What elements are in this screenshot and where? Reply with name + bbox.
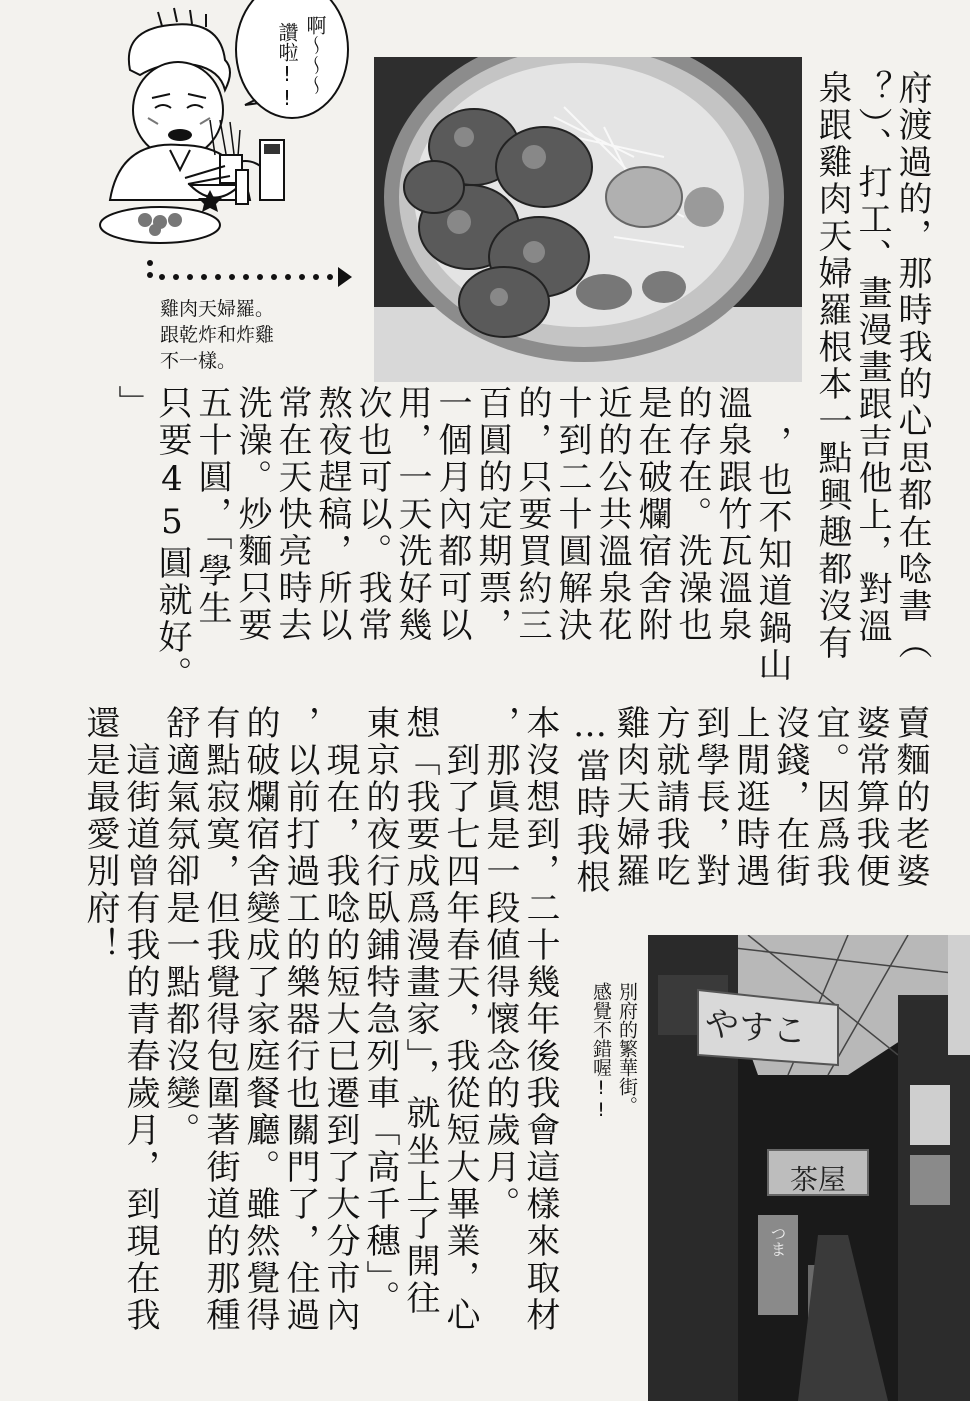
article-col-3-3: 宜。因爲我 [810, 705, 850, 890]
article-col-3-8: 雞肉天婦羅 [610, 705, 650, 890]
street-sign-3: つま [768, 1225, 787, 1257]
food-caption-line-2: 跟乾炸和炸雞 [160, 324, 275, 346]
article-block-1 [812, 70, 932, 662]
article-col-2-17: 」 [112, 385, 152, 422]
food-caption-line-1: 雞肉天婦羅。 [160, 298, 275, 320]
article-col-2-2: 溫泉跟竹瓦溫泉 [712, 385, 752, 644]
article-col-3-4: 沒錢，在街 [770, 705, 810, 890]
article-col-4-10: 舒適氣氛卻是一點都沒變。 [160, 705, 200, 1149]
article-col-2-16: 只要45圓就好。 [152, 385, 192, 693]
article-col-3-7: 方就請我吃 [650, 705, 690, 890]
article-col-2-13: 常在天快亮時去 [272, 385, 312, 644]
article-col-2-15: 五十圓，「學生 [192, 385, 232, 627]
food-photo [374, 57, 802, 382]
article-col-2-6: 十到二十圓解決 [552, 385, 592, 644]
article-col-3-6: 到學長，對 [690, 705, 730, 890]
article-col-3-2: 婆常算我便 [850, 705, 890, 890]
article-col-2-10: 用，一天洗好幾 [392, 385, 432, 644]
food-photo-image [374, 57, 802, 382]
street-caption-line-1: 別府的繁華街。 [616, 982, 638, 1115]
article-col-4-8: 的破爛宿舍變成了家庭餐廳。雖然覺得 [240, 705, 280, 1334]
article-col-2-5: 近的公共溫泉花 [592, 385, 632, 644]
street-sign-1: やすこ [703, 1003, 809, 1053]
article-col-2-12: 熬夜趕稿，所以 [312, 385, 352, 644]
article-col-3-9: …當時我根 [570, 705, 610, 896]
article-col-2-11: 次也可以。我常 [352, 385, 392, 644]
dotted-arrow-icon [140, 255, 360, 295]
article-col-4-4: 想「我要成爲漫畫家」，就坐上了開往 [400, 705, 440, 1317]
article-col-1-2: ？）、打工、畫漫畫跟吉他上，對溫 [852, 70, 892, 645]
article-col-1-1: 府渡過的，那時我的心思都在唸書（ [892, 70, 932, 662]
food-caption [160, 296, 274, 374]
food-caption-line-3: 不一樣。 [160, 350, 237, 372]
article-col-4-5: 東京的夜行臥鋪特急列車「高千穗」。 [360, 705, 400, 1317]
article-col-2-1: ，也不知道鍋山 [752, 425, 792, 684]
article-col-4-3: 到了七四年春天，我從短大畢業，心 [440, 705, 480, 1334]
article-col-2-7: 的，只要買約三 [512, 385, 552, 644]
article-col-4-1: 本沒想到，二十幾年後我會這樣來取材 [520, 705, 560, 1334]
article-col-4-9: 有點寂寞，但我覺得包圍著街道的那種 [200, 705, 240, 1334]
article-col-2-3: 的存在。洗澡也 [672, 385, 712, 644]
article-col-4-11: 這街道曾有我的青春歲月，到現在我 [120, 705, 160, 1334]
street-sign-2: 茶屋 [790, 1163, 847, 1196]
article-col-3-1: 賣麵的老婆 [890, 705, 930, 890]
article-block-4 [80, 705, 560, 1365]
article-col-2-4: 是在破爛宿舍附 [632, 385, 672, 644]
article-block-3 [570, 705, 930, 905]
street-caption-line-2: 感覺不錯喔!! [590, 982, 612, 1121]
street-caption [588, 982, 640, 1121]
article-col-4-6: 現在，我唸的短大已遷到了大分市內 [320, 705, 360, 1334]
article-col-3-5: 上閒逛時遇 [730, 705, 770, 890]
article-col-2-9: 一個月內都可以 [432, 385, 472, 644]
article-col-4-7: ，以前打過工的樂器行也關門了，住過 [280, 705, 320, 1334]
article-col-4-2: ，那眞是一段値得懷念的歲月。 [480, 705, 520, 1223]
article-block-2 [112, 385, 792, 693]
speech-bubble-line-1: 啊〜〜〜 [303, 15, 327, 95]
speech-bubble-line-2: 讚啦!! [275, 22, 299, 110]
article-col-1-3: 泉跟雞肉天婦羅根本一點興趣都沒有 [812, 70, 852, 662]
article-col-2-14: 洗澡。炒麵只要 [232, 385, 272, 644]
article-col-2-8: 百圓的定期票， [472, 385, 512, 644]
article-col-4-12: 還是最愛別府！ [80, 705, 120, 964]
